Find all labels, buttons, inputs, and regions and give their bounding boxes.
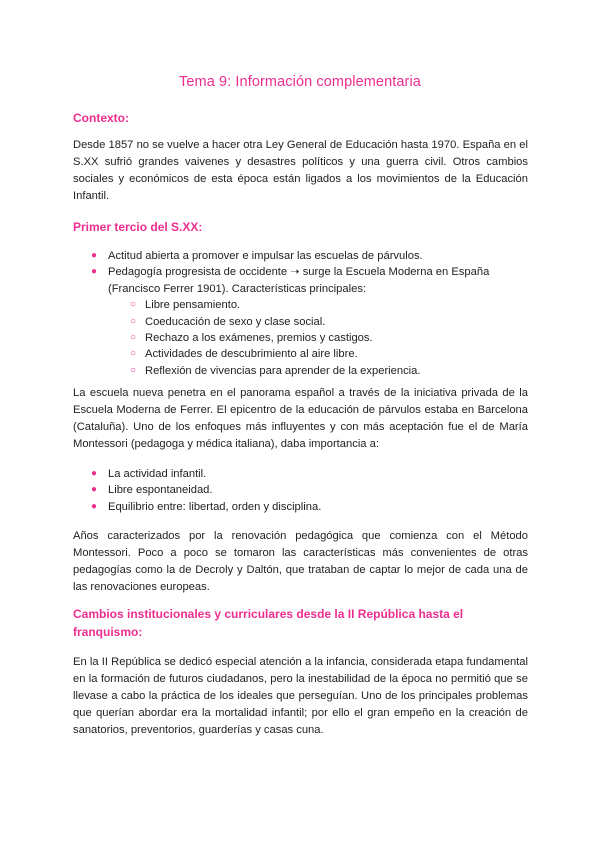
hollow-bullet-icon: ○ bbox=[130, 299, 137, 311]
hollow-bullet-icon: ○ bbox=[130, 364, 137, 376]
hollow-bullet-icon: ○ bbox=[130, 348, 137, 360]
sub-list-item: ○ Libre pensamiento. bbox=[73, 297, 528, 313]
bullet-icon: ● bbox=[91, 500, 98, 512]
bullet-icon: ● bbox=[91, 250, 98, 261]
sub-list-item: ○ Coeducación de sexo y clase social. bbox=[73, 314, 528, 330]
sub-list-item: ○ Actividades de descubrimiento al aire libre. bbox=[73, 346, 528, 362]
heading-primer-tercio: Primer tercio del S.XX: bbox=[73, 220, 203, 234]
sub-list-item: ○ Rechazo a los exámenes, premios y castigos. bbox=[73, 330, 528, 346]
paragraph-escuela-nueva: La escuela nueva penetra en el panorama español a través de la iniciativa privada de la Escuela Moderna de Ferrer. El epicentro de la educación de párvulos estaba en Barcelona (Cataluña). Uno de los enfoques más influyentes y con más aceptación fue el de María Montessori (pedagoga y médica italiana), daba importancia a: bbox=[73, 387, 528, 450]
paragraph-contexto: Desde 1857 no se vuelve a hacer otra Ley General de Educación hasta 1970. España en el S.XX sufrió grandes vaivenes y desastres políticos y una guerra civil. Otros cambios sociales y económicos de esta época están ligados a los movimientos de la Educación Infantil. bbox=[73, 139, 528, 202]
heading-cambios: Cambios institucionales y curriculares desde la II República hasta el franquismo: bbox=[73, 607, 464, 639]
list-item: ● La actividad infantil. bbox=[73, 466, 528, 482]
bullet-icon: ● bbox=[91, 266, 98, 278]
bullet-icon: ● bbox=[91, 468, 98, 479]
heading-contexto: Contexto: bbox=[73, 111, 129, 125]
bullet-list-montessori bbox=[73, 466, 528, 515]
list-item: ● Pedagogía progresista de occidente ➝ surge la Escuela Moderna en España (Francisco Ferrer 1901). Características principales: bbox=[91, 266, 490, 295]
paragraph-montessori: Años caracterizados por la renovación pedagógica que comienza con el Método Montessori. Poco a poco se tomaron las características más convenientes de otras pedagogías como la de Decroly y Daltón, que trataban de captar lo mejor de cada una de las renovaciones europeas. bbox=[73, 530, 528, 593]
paragraph-cambios: En la II República se dedicó especial atención a la infancia, considerada etapa fundamental en la formación de futuros ciudadanos, pero la inestabilidad de la época no permitió que se llevase a cabo la práctica de los ideales que perseguían. Uno de los principales problemas que querían abordar era la mortalidad infantil; por ello el gran empeño en la creación de sanatorios, preventorios, guarderías y casas cuna. bbox=[73, 656, 528, 736]
hollow-bullet-icon: ○ bbox=[130, 315, 137, 327]
list-item: ● Actitud abierta a promover e impulsar las escuelas de párvulos. bbox=[73, 248, 528, 264]
hollow-bullet-icon: ○ bbox=[130, 332, 137, 344]
sub-list-item: ○ Reflexión de vivencias para aprender de la experiencia. bbox=[73, 363, 528, 379]
list-item: ● Equilibrio entre: libertad, orden y disciplina. bbox=[73, 499, 528, 515]
bullet-icon: ● bbox=[91, 484, 98, 496]
bullet-list-primer-tercio bbox=[73, 248, 528, 379]
list-item: ● Libre espontaneidad. bbox=[73, 482, 528, 498]
page-title: Tema 9: Información complementaria bbox=[179, 74, 421, 90]
